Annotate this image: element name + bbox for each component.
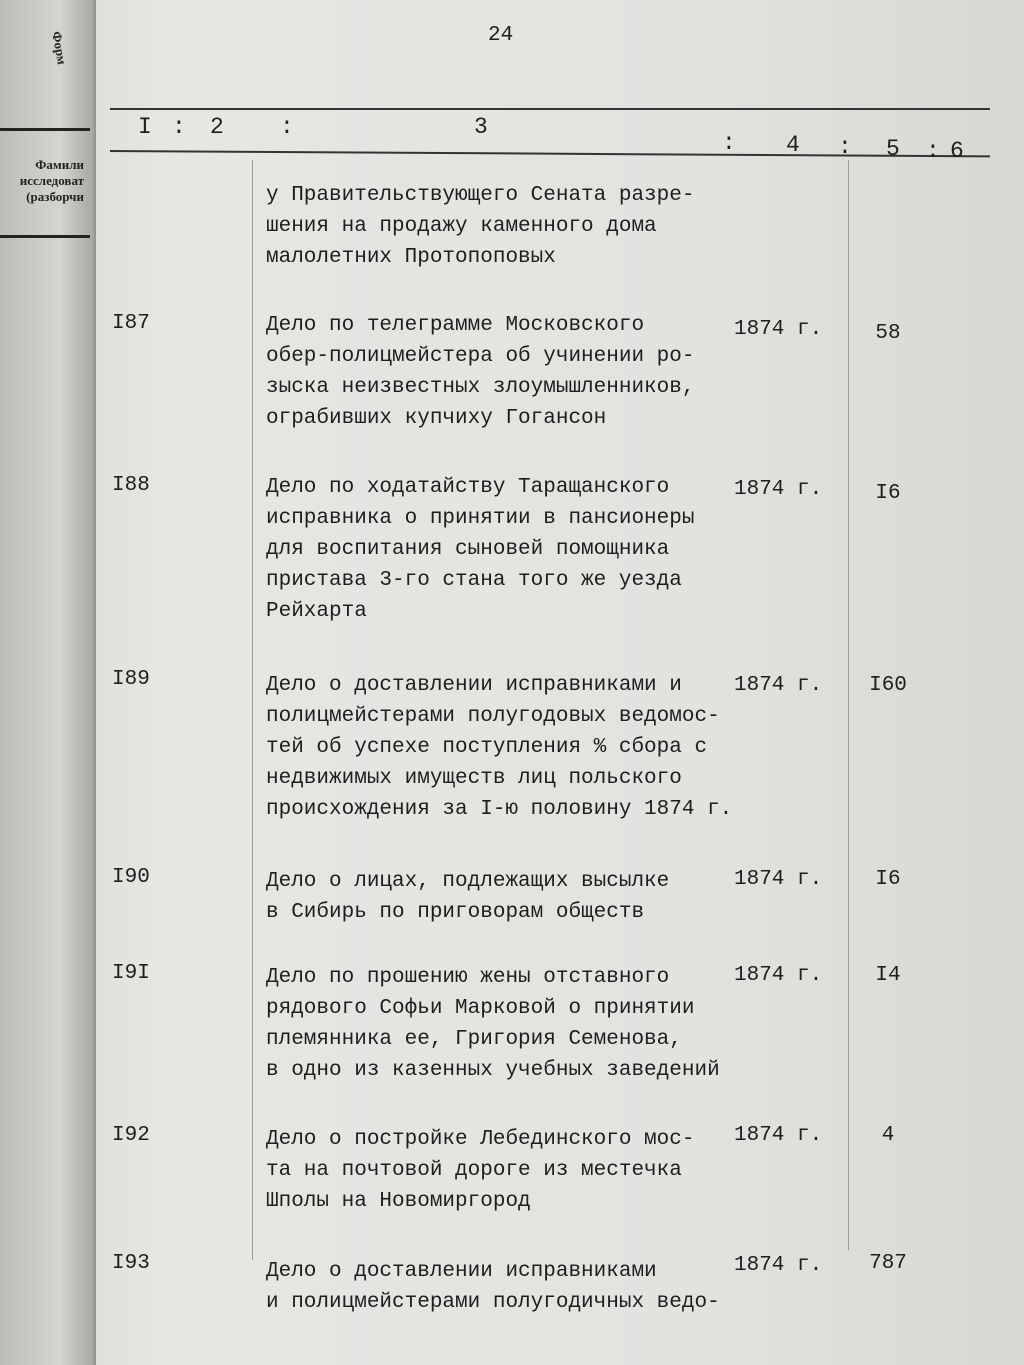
entry-description xyxy=(266,866,746,928)
entry-count: I6 xyxy=(875,482,901,505)
header-top-rule xyxy=(110,108,990,110)
entry-description xyxy=(266,962,746,1086)
entry-number: I92 xyxy=(112,1124,150,1147)
text-line: для воспитания сыновей помощника xyxy=(266,538,670,561)
text-line: Дело о лицах, подлежащих высылке xyxy=(266,870,670,893)
entry-year: 1874 г. xyxy=(734,1124,823,1147)
text-line: рядового Софьи Марковой о принятии xyxy=(266,997,695,1020)
entry-year: 1874 г. xyxy=(734,318,823,341)
text-line: зыска неизвестных злоумышленников, xyxy=(266,376,695,399)
text-line: происхождения за I-ю половину 1874 г. xyxy=(266,798,733,821)
continuation-text xyxy=(266,180,746,273)
entry-number: I93 xyxy=(112,1252,150,1275)
text-line: в Сибирь по приговорам обществ xyxy=(266,901,645,924)
entry-count: 58 xyxy=(875,322,901,345)
entry-year: 1874 г. xyxy=(734,964,823,987)
column-separator: : xyxy=(926,138,940,164)
entry-count: 4 xyxy=(881,1124,895,1147)
entry-count: I60 xyxy=(869,674,907,697)
text-line: Рейхарта xyxy=(266,600,367,623)
text-line: тей об успехе поступления % сбора с xyxy=(266,736,708,759)
text-line: Дело по ходатайству Таращанского xyxy=(266,476,670,499)
binding-heading-line: исследоват xyxy=(19,173,84,188)
entry-number: I89 xyxy=(112,668,150,691)
column-header-6: 6 xyxy=(950,138,964,164)
text-line: исправника о принятии в пансионеры xyxy=(266,507,695,530)
column-header-5: 5 xyxy=(886,136,900,162)
column-divider xyxy=(848,160,849,1250)
binding-heading-box xyxy=(0,128,90,238)
text-line: малолетних Протопоповых xyxy=(266,246,556,269)
text-line: у Правительствующего Сената разре- xyxy=(266,184,695,207)
binding-form-label: Форм xyxy=(49,30,70,66)
text-line: Дело по прошению жены отставного xyxy=(266,966,670,989)
entry-number: I87 xyxy=(112,312,150,335)
text-line: Дело о доставлении исправниками xyxy=(266,1260,657,1283)
header-bottom-rule xyxy=(110,150,990,157)
column-separator: : xyxy=(172,114,186,140)
entry-year: 1874 г. xyxy=(734,868,823,891)
binding-heading-line: Фамили xyxy=(35,157,84,172)
column-divider xyxy=(252,160,253,1260)
entry-count: I6 xyxy=(875,868,901,891)
entry-year: 1874 г. xyxy=(734,478,823,501)
text-line: племянника ее, Григория Семенова, xyxy=(266,1028,682,1051)
column-separator: : xyxy=(280,114,294,140)
entry-number: I88 xyxy=(112,474,150,497)
text-line: в одно из казенных учебных заведений xyxy=(266,1059,720,1082)
entry-year: 1874 г. xyxy=(734,674,823,697)
entry-count: I4 xyxy=(875,964,901,987)
binding-heading-line: (разборчи xyxy=(26,189,84,204)
entry-number: I90 xyxy=(112,866,150,889)
text-line: обер-полицмейстера об учинении ро- xyxy=(266,345,695,368)
text-line: и полицмейстерами полугодичных ведо- xyxy=(266,1291,720,1314)
entry-count: 787 xyxy=(869,1252,907,1275)
text-line: та на почтовой дороге из местечка xyxy=(266,1159,682,1182)
page-number: 24 xyxy=(488,24,514,47)
text-line: Дело по телеграмме Московского xyxy=(266,314,645,337)
entry-description xyxy=(266,1124,746,1217)
entry-year: 1874 г. xyxy=(734,1254,823,1277)
entry-description xyxy=(266,310,746,434)
text-line: Дело о постройке Лебединского мос- xyxy=(266,1128,695,1151)
column-header-1: I xyxy=(138,114,152,140)
text-line: Шполы на Новомиргород xyxy=(266,1190,531,1213)
text-line: шения на продажу каменного дома xyxy=(266,215,657,238)
previous-sheet-binding xyxy=(0,0,96,1365)
column-separator: : xyxy=(722,130,736,156)
text-line: недвижимых имуществ лиц польского xyxy=(266,767,682,790)
entry-number: I9I xyxy=(112,962,150,985)
column-header-3: 3 xyxy=(474,114,488,140)
entry-description xyxy=(266,472,746,627)
entry-description xyxy=(266,1256,746,1318)
column-header-4: 4 xyxy=(786,132,800,158)
text-line: полицмейстерами полугодовых ведомос- xyxy=(266,705,720,728)
column-header-2: 2 xyxy=(210,114,224,140)
text-line: Дело о доставлении исправниками и xyxy=(266,674,682,697)
text-line: пристава 3-го стана того же уезда xyxy=(266,569,682,592)
entry-description xyxy=(266,670,746,825)
text-line: ограбивших купчиху Гогансон xyxy=(266,407,607,430)
column-separator: : xyxy=(838,134,852,160)
